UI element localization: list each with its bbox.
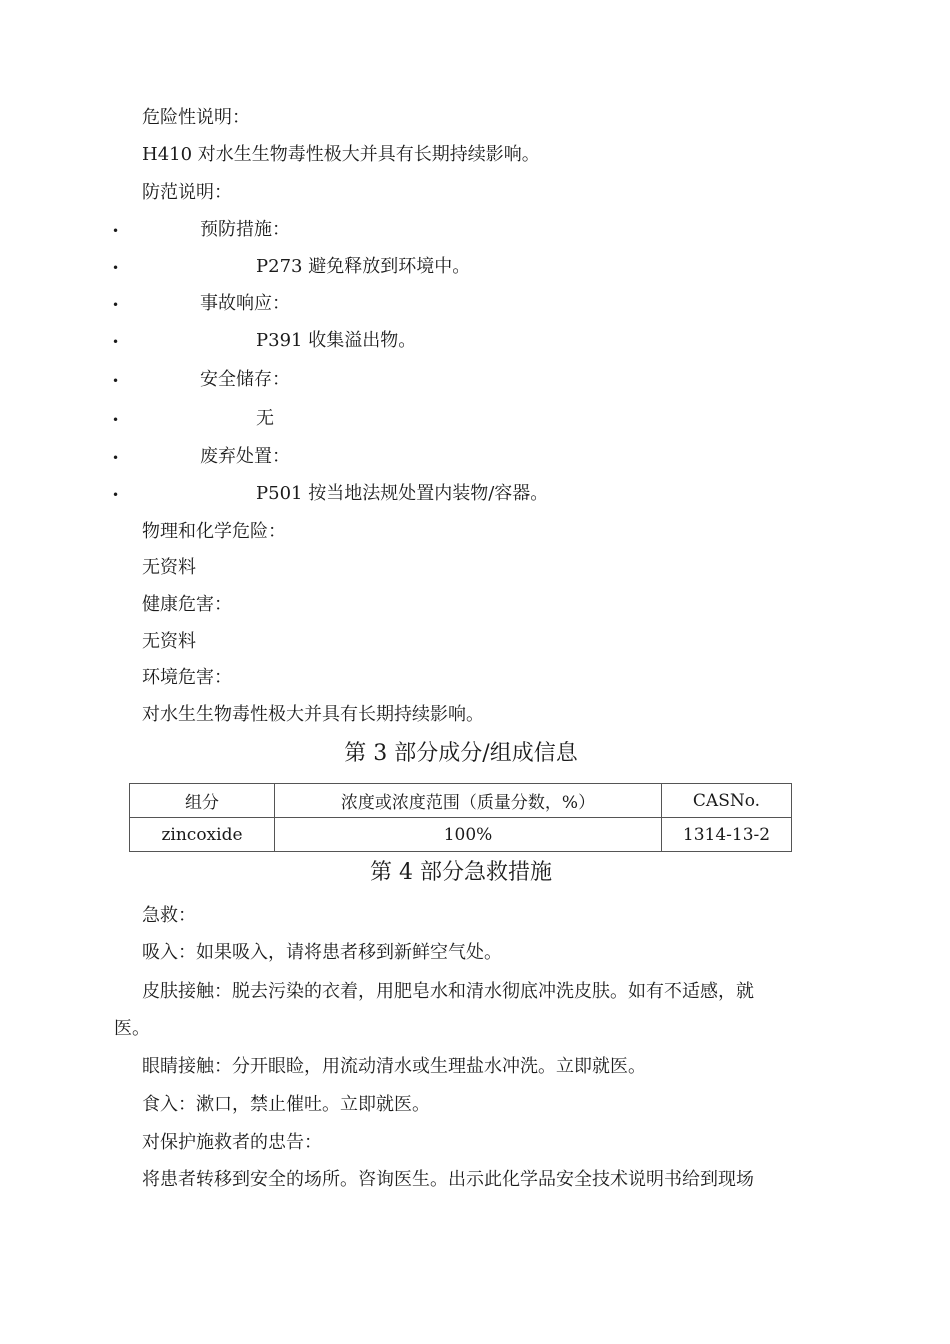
skin-contact-text: 皮肤接触：脱去污染的衣着，用肥皂水和清水彻底冲洗皮肤。如有不适感，就: [142, 981, 754, 1002]
bullet-dot: •: [112, 335, 120, 349]
bullet-dot: •: [112, 298, 120, 312]
env-value: 对水生生物毒性极大并具有长期持续影响。: [142, 704, 484, 725]
table-header-row: [130, 784, 792, 818]
prevention-label: 预防措施：: [200, 219, 290, 240]
storage-item: 无: [256, 408, 274, 429]
table-header-cell: CASNo.: [662, 784, 792, 818]
skin-contact-text-cont: 医。: [114, 1018, 150, 1039]
hazard-statement: H410 对水生生物毒性极大并具有长期持续影响。: [142, 144, 540, 165]
bullet-dot: •: [112, 374, 120, 388]
response-label: 事故响应：: [200, 293, 290, 314]
bullet-dot: •: [112, 413, 120, 427]
prevention-item: P273 避免释放到环境中。: [256, 256, 471, 277]
rescuer-advice-text: 将患者转移到安全的场所。咨询医生。出示此化学品安全技术说明书给到现场: [142, 1169, 754, 1190]
inhalation-text: 吸入：如果吸入，请将患者移到新鲜空气处。: [142, 942, 502, 963]
first-aid-label: 急救：: [142, 905, 196, 926]
table-cell: zincoxide: [130, 818, 275, 852]
section4-title: 第 4 部分急救措施: [370, 860, 552, 885]
table-cell: 1314-13-2: [662, 818, 792, 852]
health-value: 无资料: [142, 631, 196, 652]
disposal-label: 废弃处置：: [200, 446, 290, 467]
table-row: [130, 818, 792, 852]
bullet-dot: •: [112, 224, 120, 238]
bullet-dot: •: [112, 261, 120, 275]
storage-label: 安全储存：: [200, 369, 290, 390]
rescuer-advice-label: 对保护施救者的忠告：: [142, 1132, 322, 1153]
ingestion-text: 食入：漱口，禁止催吐。立即就医。: [142, 1094, 430, 1115]
env-label: 环境危害：: [142, 667, 232, 688]
bullet-dot: •: [112, 488, 120, 502]
table-header-cell: 组分: [130, 784, 275, 818]
bullet-dot: •: [112, 451, 120, 465]
eye-contact-text: 眼睛接触：分开眼睑，用流动清水或生理盐水冲洗。立即就医。: [142, 1056, 646, 1077]
response-item: P391 收集溢出物。: [256, 330, 417, 351]
precaution-label: 防范说明：: [142, 182, 232, 203]
physchem-label: 物理和化学危险：: [142, 521, 286, 542]
table-cell: 100%: [275, 818, 662, 852]
health-label: 健康危害：: [142, 594, 232, 615]
disposal-item: P501 按当地法规处置内装物/容器。: [256, 483, 549, 504]
hazard-statement-label: 危险性说明：: [142, 107, 250, 128]
table-header-cell: 浓度或浓度范围（质量分数，%）: [275, 784, 662, 818]
section3-title: 第 3 部分成分/组成信息: [344, 741, 578, 766]
composition-table: [129, 783, 792, 852]
physchem-value: 无资料: [142, 557, 196, 578]
